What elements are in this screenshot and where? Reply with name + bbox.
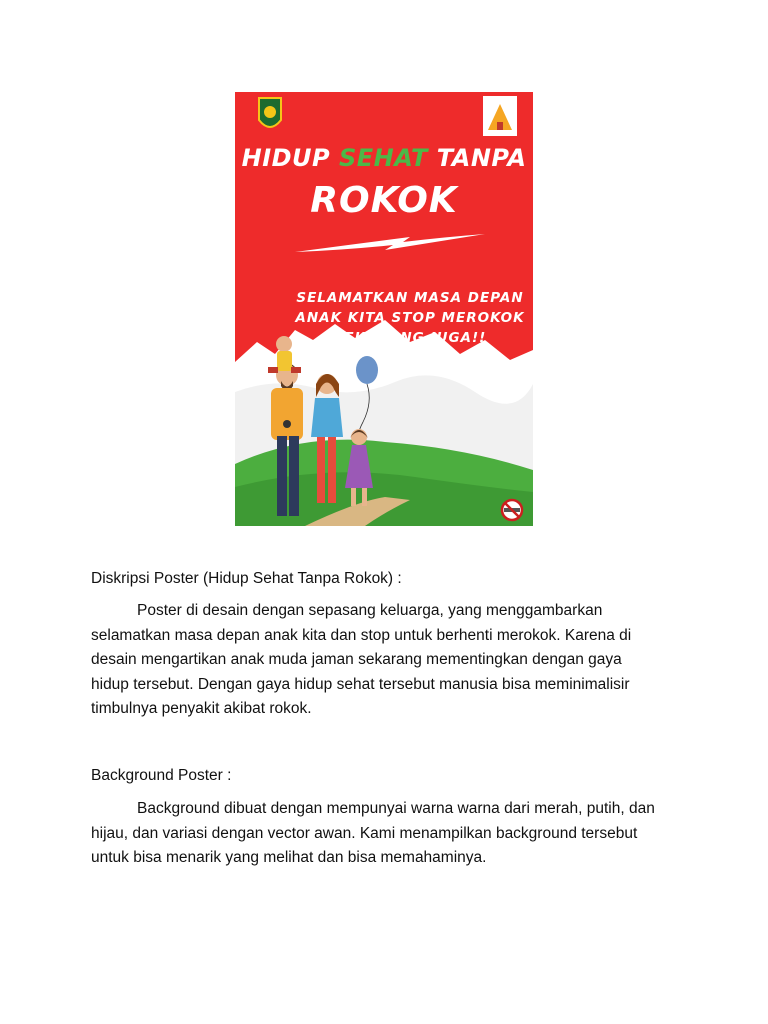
paragraph-line: hijau, dan variasi dengan vector awan. Kami menampilkan background tersebut <box>91 824 638 842</box>
paragraph-line: Poster di desain dengan sepasang keluarga, yang menggambarkan <box>137 602 603 619</box>
no-smoking-icon <box>502 500 522 520</box>
poster-title-highlight: SEHAT <box>338 144 428 172</box>
slogan-line: SEKARANG JUGA!! <box>333 330 487 346</box>
poster-title-line2: ROKOK <box>310 180 458 221</box>
institution-logo-icon <box>483 96 517 136</box>
slogan-line: ANAK KITA STOP MEROKOK <box>295 310 525 326</box>
paragraph-line: untuk bisa menarik yang melihat dan bisa memahaminya. <box>91 849 487 866</box>
swoosh-graphic <box>295 234 485 252</box>
section1-paragraph <box>91 599 691 722</box>
slogan-line: SELAMATKAN MASA DEPAN <box>296 290 524 306</box>
regional-emblem-icon <box>259 98 281 127</box>
poster-title-line1: HIDUP SEHAT TANPA <box>241 144 527 172</box>
paragraph-line: Background dibuat dengan mempunyai warna warna dari merah, putih, dan <box>137 800 655 817</box>
section2-heading: Background Poster : <box>91 767 232 784</box>
poster-image <box>235 92 533 526</box>
poster-slogan <box>295 288 525 348</box>
paragraph-line: timbulnya penyakit akibat rokok. <box>91 700 312 717</box>
balloon <box>356 356 378 384</box>
section1-heading: Diskripsi Poster (Hidup Sehat Tanpa Rokok) : <box>91 570 402 587</box>
section2-paragraph <box>91 797 691 871</box>
paragraph-line: selamatkan masa depan anak kita dan stop untuk berhenti merokok. Karena di <box>91 626 632 644</box>
paragraph-line: hidup tersebut. Dengan gaya hidup sehat tersebut manusia bisa meminimalisir <box>91 675 630 693</box>
paragraph-line: desain mengartikan anak muda jaman sekarang mementingkan dengan gaya <box>91 651 622 668</box>
